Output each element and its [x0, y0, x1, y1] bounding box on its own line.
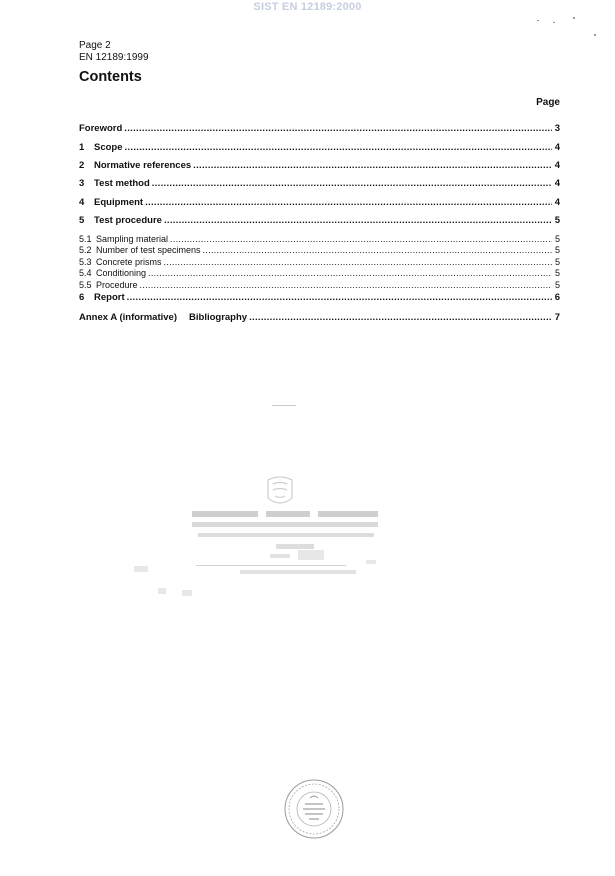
scan-speck: [272, 405, 296, 406]
official-seal-image: [283, 778, 345, 840]
toc-page: 3: [554, 123, 560, 134]
toc-label: Report: [94, 292, 125, 303]
toc-number: 6: [79, 292, 85, 303]
scan-speck: [553, 22, 555, 23]
toc-leader: [249, 312, 552, 324]
toc-entry-normative-references[interactable]: [79, 160, 560, 172]
toc-leader: [140, 280, 552, 290]
annex-label: Annex A (informative): [79, 312, 178, 323]
toc-entry-concrete-prisms[interactable]: [79, 257, 560, 267]
toc-entry-scope[interactable]: [79, 142, 560, 154]
toc-number: 5.3: [79, 257, 92, 267]
toc-leader: [125, 142, 552, 154]
toc-page: 5: [554, 234, 560, 244]
toc-entry-procedure[interactable]: [79, 280, 560, 290]
toc-page: 5: [554, 268, 560, 278]
toc-label: Normative references: [94, 160, 192, 171]
toc-leader: [203, 245, 552, 255]
toc-page: 5: [554, 245, 560, 255]
toc-leader: [124, 123, 552, 135]
toc-label: Equipment: [94, 197, 144, 208]
scan-speck: [573, 17, 575, 19]
toc-page: 7: [554, 312, 560, 323]
toc-number: 2: [79, 160, 85, 171]
library-stamp-image: [130, 470, 430, 610]
toc-entry-number-of-test-specimens[interactable]: [79, 245, 560, 255]
toc-label: Conditioning: [96, 268, 147, 278]
toc-entry-equipment[interactable]: [79, 197, 560, 209]
toc-page: 4: [554, 197, 560, 208]
toc-label: Procedure: [96, 280, 138, 290]
toc-leader: [145, 197, 552, 209]
toc-label: Scope: [94, 142, 123, 153]
toc-leader: [164, 215, 552, 227]
toc-entry-test-procedure[interactable]: [79, 215, 560, 227]
toc-number: 1: [79, 142, 85, 153]
toc-leader: [164, 257, 552, 267]
standard-number: EN 12189:1999: [79, 52, 149, 63]
toc-entry-annex-a[interactable]: [79, 312, 560, 324]
toc-page: 4: [554, 142, 560, 153]
toc-leader: [148, 268, 552, 278]
toc-number: 5: [79, 215, 85, 226]
toc-entry-report[interactable]: [79, 292, 560, 304]
toc-leader: [127, 292, 552, 304]
toc-label: [79, 312, 247, 324]
scan-speck: [537, 20, 539, 21]
toc-label: Concrete prisms: [96, 257, 162, 267]
toc-number: 5.2: [79, 245, 92, 255]
toc-number: 5.5: [79, 280, 92, 290]
toc-leader: [152, 178, 552, 190]
toc-label: Sampling material: [96, 234, 169, 244]
page-title: Contents: [79, 69, 142, 85]
toc-label: Test procedure: [94, 215, 162, 226]
annex-title: Bibliography: [189, 312, 248, 323]
toc-number: 4: [79, 197, 85, 208]
toc-label: Test method: [94, 178, 150, 189]
toc-number: 5.4: [79, 268, 92, 278]
watermark: SIST EN 12189:2000: [253, 1, 362, 13]
toc-label: Foreword: [79, 123, 123, 134]
toc-number: 3: [79, 178, 85, 189]
toc-label: Number of test specimens: [96, 245, 201, 255]
page-header: [79, 40, 149, 64]
toc-page: 4: [554, 160, 560, 171]
toc-entry-test-method[interactable]: [79, 178, 560, 190]
toc-page: 5: [554, 280, 560, 290]
toc-number: 5.1: [79, 234, 92, 244]
page-number: Page 2: [79, 40, 111, 51]
toc-page: 5: [554, 257, 560, 267]
toc-leader: [193, 160, 552, 172]
toc-leader: [170, 234, 552, 244]
toc-entry-foreword[interactable]: [79, 123, 560, 135]
toc-entry-conditioning[interactable]: [79, 268, 560, 278]
toc-page: 5: [554, 215, 560, 226]
toc-page: 6: [554, 292, 560, 303]
toc-entry-sampling-material[interactable]: [79, 234, 560, 244]
page-column-heading: Page: [536, 97, 560, 108]
scan-speck: [594, 34, 596, 36]
toc-page: 4: [554, 178, 560, 189]
